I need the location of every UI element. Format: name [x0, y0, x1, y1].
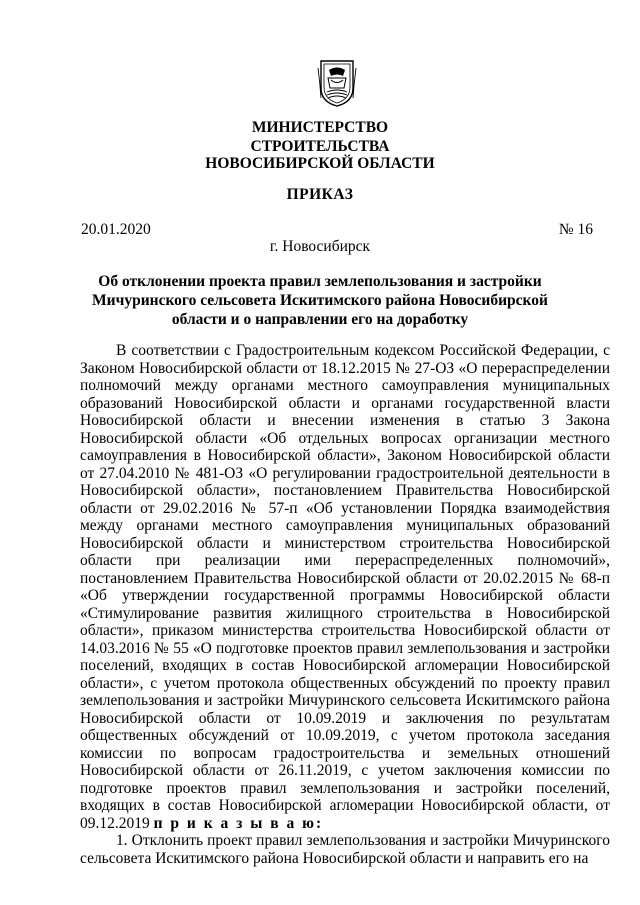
document-city: г. Новосибирск: [269, 238, 371, 255]
document-number: № 16: [558, 221, 593, 238]
body-paragraph-1: [80, 342, 610, 832]
document-body: [80, 342, 610, 867]
order-word: п р и к а з ы в а ю:: [153, 814, 324, 832]
ministry-name-line1: МИНИСТЕРСТВО: [251, 119, 389, 136]
document-type-title: ПРИКАЗ: [286, 186, 354, 203]
ministry-name-line3: НОВОСИБИРСКОЙ ОБЛАСТИ: [205, 155, 435, 172]
preamble-text: В соответствии с Градостроительным кодексом Российской Федерации, с Законом Новосибирской области от 18.12.2015 № 27-ОЗ «О перераспределении полномочий между органами местного самоуправления муниципальных образований Новосибирской области и органами государственной власти Новосибирской области и внесении изменения в статью 3 Закона Новосибирской области «Об отдельных вопросах организации местного самоуправления в Новосибирской области», Законом Новосибирской области от 27.04.2010 № 481-ОЗ «О регулировании градостроительной деятельности в Новосибирской области», постановлением Правительства Новосибирской области от 29.02.2016 № 57-п «Об установлении Порядка взаимодействия между органами местного самоуправления муниципальных образований Новосибирской области и министерством строительства Новосибирской области при реализации ими перераспределенных полномочий», постановлением Правительства Новосибирской области от 20.02.2015 № 68-п «Об утверждении государственной программы Новосибирской области «Стимулирование развития жилищного строительства в Новосибирской области», приказом министерства строительства Новосибирской области от 14.03.2016 № 55 «О подготовке проектов правил землепользования и застройки поселений, входящих в состав Новосибирской агломерации Новосибирской области», с учетом протокола общественных обсуждений по проекту правил землепользования и застройки Мичуринского сельсовета Искитимского района Новосибирской области от 10.09.2019 и заключения по результатам общественных обсуждений от 10.09.2019, с учетом протокола заседания комиссии по вопросам градостроительства и земельных отношений Новосибирской области от 26.11.2019, с учетом заключения комиссии по подготовке проектов правил землепользования и застройки поселений, входящих в состав Новосибирской агломерации Новосибирской области, от 09.12.2019: [80, 342, 610, 832]
body-item-1: 1. Отклонить проект правил землепользования и застройки Мичуринского сельсовета Искитимского района Новосибирской области и направить его на: [80, 832, 610, 867]
document-subject: Об отклонении проекта правил землепользования и застройки Мичуринского сельсовета Искитимского района Новосибирской области и о направлении его на доработку: [92, 273, 548, 328]
ministry-name-line2: СТРОИТЕЛЬСТВА: [250, 138, 390, 155]
document-date: 20.01.2020: [81, 221, 151, 238]
coat-of-arms-icon: [317, 58, 357, 108]
